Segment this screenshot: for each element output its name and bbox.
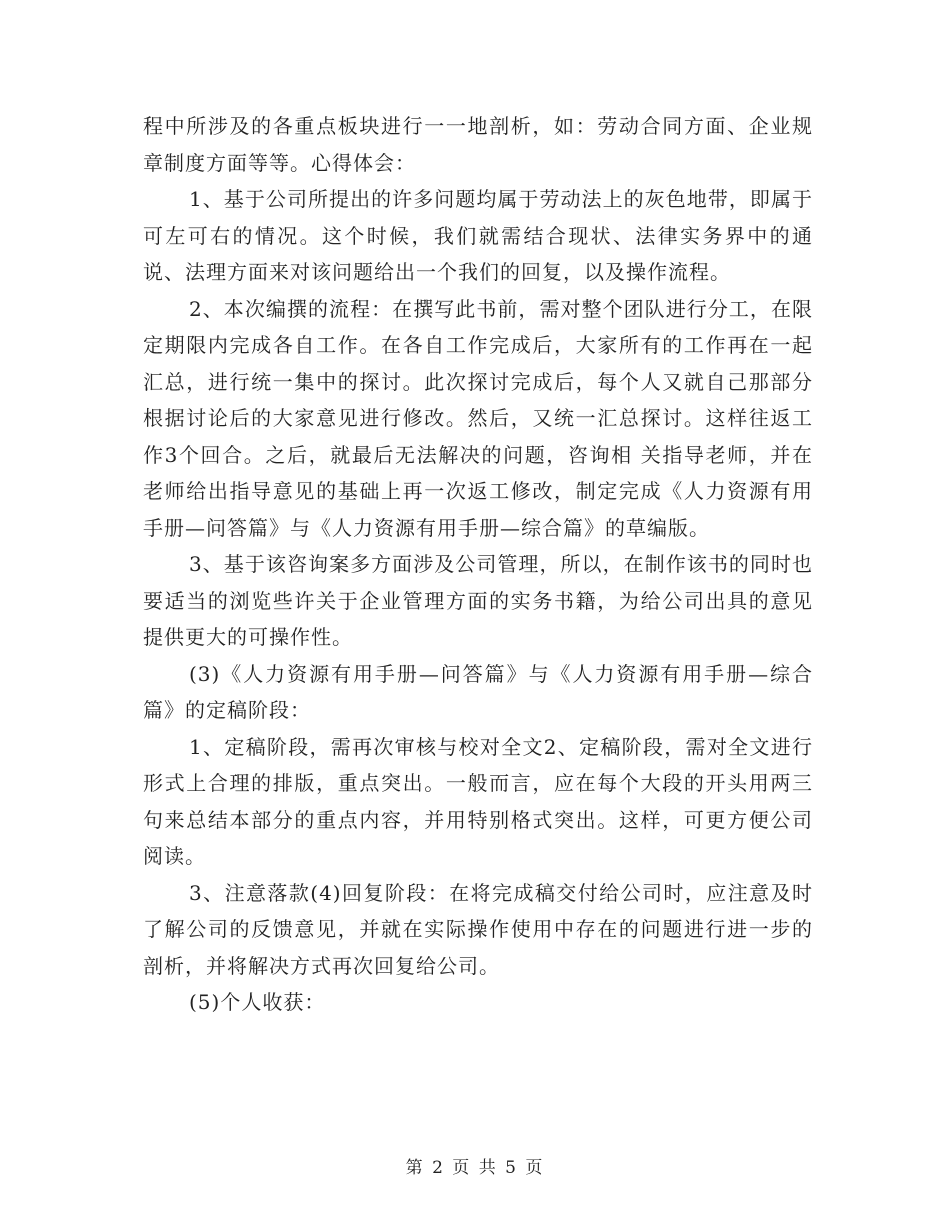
document-body	[143, 108, 813, 1021]
section-heading-finalization: (3)《人力资源有用手册—问答篇》与《人力资源有用手册—综合篇》的定稿阶段：	[143, 661, 813, 722]
paragraph-point-3: 3、基于该咨询案多方面涉及公司管理，所以，在制作该书的同时也要适当的浏览些许关于企业管理方面的实务书籍，为给公司出具的意见提供更大的可操作性。	[143, 552, 813, 649]
paragraph-reply-stage: 3、注意落款(4)回复阶段：在将完成稿交付给公司时，应注意及时了解公司的反馈意见，并就在实际操作使用中存在的问题进行进一步的剖析，并将解决方式再次回复给公司。	[143, 880, 813, 978]
paragraph-continuation: 程中所涉及的各重点板块进行一一地剖析，如：劳动合同方面、企业规章制度方面等等。心得体会：	[143, 114, 813, 175]
paragraph-point-2: 2、本次编撰的流程：在撰写此书前，需对整个团队进行分工，在限定期限内完成各自工作。在各自工作完成后，大家所有的工作再在一起汇总，进行统一集中的探讨。此次探讨完成后，每个人又就自己那部分根据讨论后的大家意见进行修改。然后，又统一汇总探讨。这样往返工作3个回合。之后，就最后无法解决的问题，咨询相 关指导老师，并在老师给出指导意见的基础上再一次返工修改，制定完成《人力资源有用手册—问答篇》与《人力资源有用手册—综合篇》的草编版。	[143, 296, 813, 540]
section-heading-personal-gains: (5)个人收获：	[189, 990, 326, 1014]
paragraph-point-1: 1、基于公司所提出的许多问题均属于劳动法上的灰色地带，即属于可左可右的情况。这个时候，我们就需结合现状、法律实务界中的通说、法理方面来对该问题给出一个我们的回复，以及操作流程。	[143, 187, 813, 284]
paragraph-finalization: 1、定稿阶段，需再次审核与校对全文2、定稿阶段，需对全文进行形式上合理的排版，重点突出。一般而言，应在每个大段的开头用两三句来总结本部分的重点内容，并用特别格式突出。这样，可更方便公司阅读。	[143, 734, 813, 868]
page-number-footer: 第 2 页 共 5 页	[405, 1158, 545, 1178]
